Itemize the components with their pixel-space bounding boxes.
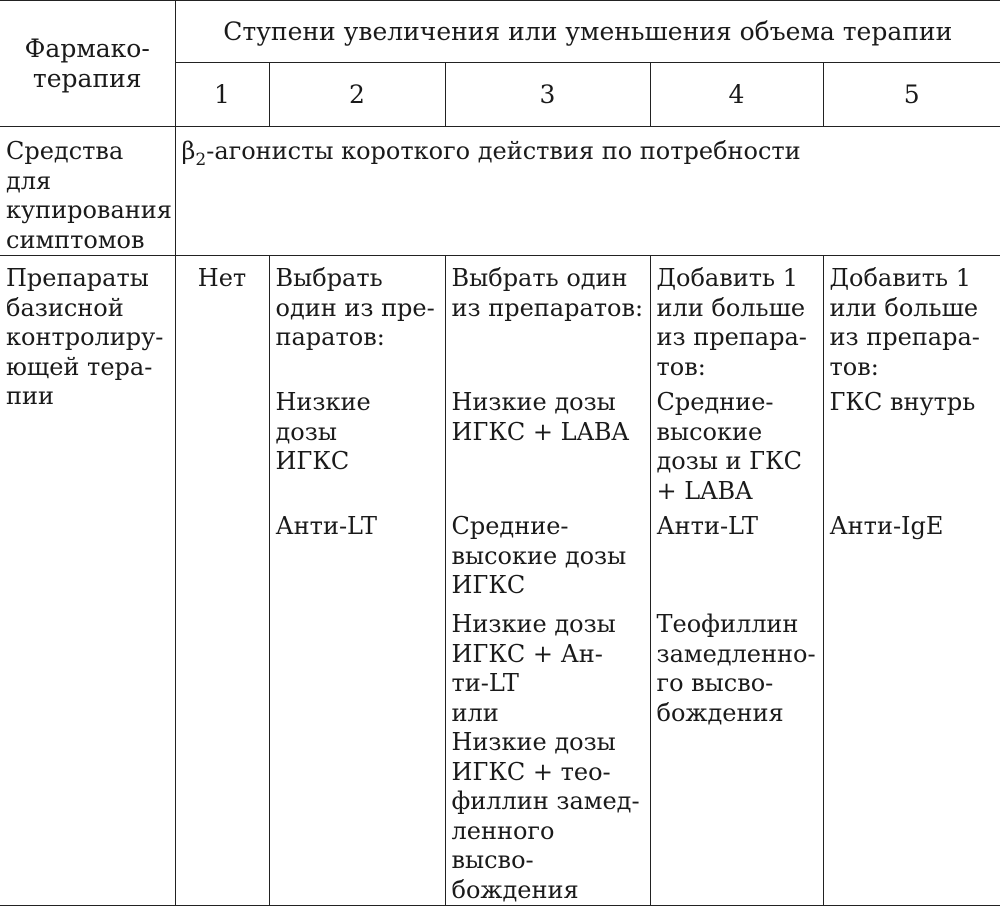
step-4-option-3 (657, 610, 817, 728)
text-line: ти-LT (451, 669, 519, 697)
text-line: дозы и ГКС (656, 447, 802, 475)
label-line: пии (6, 382, 54, 410)
text-line: высокие (656, 417, 763, 446)
step-5-option-2 (830, 512, 995, 542)
text-line: паратов: (275, 323, 385, 351)
pharmacotherapy-header (0, 1, 175, 127)
text-line: + LABA (656, 476, 753, 505)
step-3-option-3 (452, 610, 644, 905)
text-line: или (451, 698, 499, 727)
text-line: Низкие дозы (451, 610, 616, 638)
text-line: или больше (656, 293, 806, 322)
step-5-intro (830, 264, 995, 388)
step-3-option-2 (452, 512, 644, 610)
text-line: ГКС внутрь (829, 388, 976, 416)
beta-symbol: β (181, 137, 196, 165)
label-line: ющей тера- (6, 352, 153, 381)
step-5-option-1 (830, 388, 995, 512)
label-line: базисной (6, 293, 124, 322)
step-2-option-1 (276, 388, 439, 512)
symptom-relief-text: -агонисты короткого действия по потребности (206, 137, 801, 165)
text-line: бождения (451, 875, 579, 904)
symptom-relief-content (175, 127, 1000, 256)
step-number-4: 4 (650, 63, 823, 127)
text-line: ИГКС + LABA (451, 417, 629, 446)
text-line: из препара- (656, 323, 807, 351)
step-3-option-1 (452, 388, 644, 512)
text-line: тов: (656, 352, 706, 381)
text-line: Выбрать (275, 264, 383, 292)
step-2-option-2 (276, 512, 439, 542)
text-line: ленного высво- (451, 816, 555, 874)
pharmacotherapy-header-line-1: Фармако- (24, 33, 150, 63)
step-number-1: 1 (175, 63, 269, 127)
steps-title-text: Ступени увеличения или уменьшения объема терапии (223, 16, 953, 46)
step-number-2: 2 (269, 63, 445, 127)
text-line: Низкие дозы (451, 388, 616, 416)
label-line: Препараты (6, 264, 149, 292)
text-line: Средние- (451, 512, 569, 540)
text-line: ИГКС + тео- (451, 757, 611, 786)
text-line: Низкие дозы (451, 728, 616, 756)
text-line: из препара- (829, 323, 980, 351)
text-line: Анти-IgE (829, 512, 944, 540)
text-line: тов: (829, 352, 879, 381)
step-4-option-2 (657, 512, 817, 610)
text-line: замедленно- (656, 639, 816, 668)
step-4-intro (657, 264, 817, 388)
step-3-cell (445, 256, 650, 906)
symptom-relief-label (0, 127, 175, 256)
text-line: Низкие дозы (275, 388, 371, 446)
text-line: один из пре- (275, 293, 435, 322)
step-2-intro (276, 264, 439, 388)
step-1-cell (175, 256, 269, 906)
beta-subscript: 2 (195, 150, 207, 170)
text-line: или больше (829, 293, 979, 322)
text-line: Добавить 1 (829, 264, 971, 292)
label-line: контролиру- (6, 323, 164, 351)
step-number-5: 5 (823, 63, 1000, 127)
label-line: купирования (6, 196, 172, 224)
step-number-3: 3 (445, 63, 650, 127)
text-line: Выбрать один (451, 264, 628, 292)
step-1-none: Нет (197, 264, 247, 292)
basic-therapy-label (0, 256, 175, 906)
step-3-intro (452, 264, 644, 388)
text-line: Теофиллин (656, 610, 799, 638)
steps-title (175, 1, 1000, 63)
text-line: ИГКС + Ан- (451, 639, 603, 668)
label-line: симптомов (6, 225, 145, 254)
pharmacotherapy-header-line-2: терапия (32, 63, 142, 93)
step-4-option-1 (657, 388, 817, 512)
step-5-cell (823, 256, 1000, 906)
text-line: ИГКС (451, 571, 526, 599)
text-line: Средние- (656, 388, 774, 416)
text-line: го высво- (656, 669, 774, 697)
text-line: из препаратов: (451, 293, 644, 322)
step-2-cell (269, 256, 445, 906)
step-4-cell (650, 256, 823, 906)
text-line: Добавить 1 (656, 264, 798, 292)
label-line: Средства для (6, 137, 124, 195)
text-line: высокие дозы (451, 541, 627, 570)
text-line: филлин замед- (451, 787, 640, 815)
text-line: бождения (656, 698, 784, 727)
text-line: ИГКС (275, 447, 350, 475)
text-line: Анти-LT (275, 512, 378, 540)
text-line: Анти-LT (656, 512, 759, 540)
